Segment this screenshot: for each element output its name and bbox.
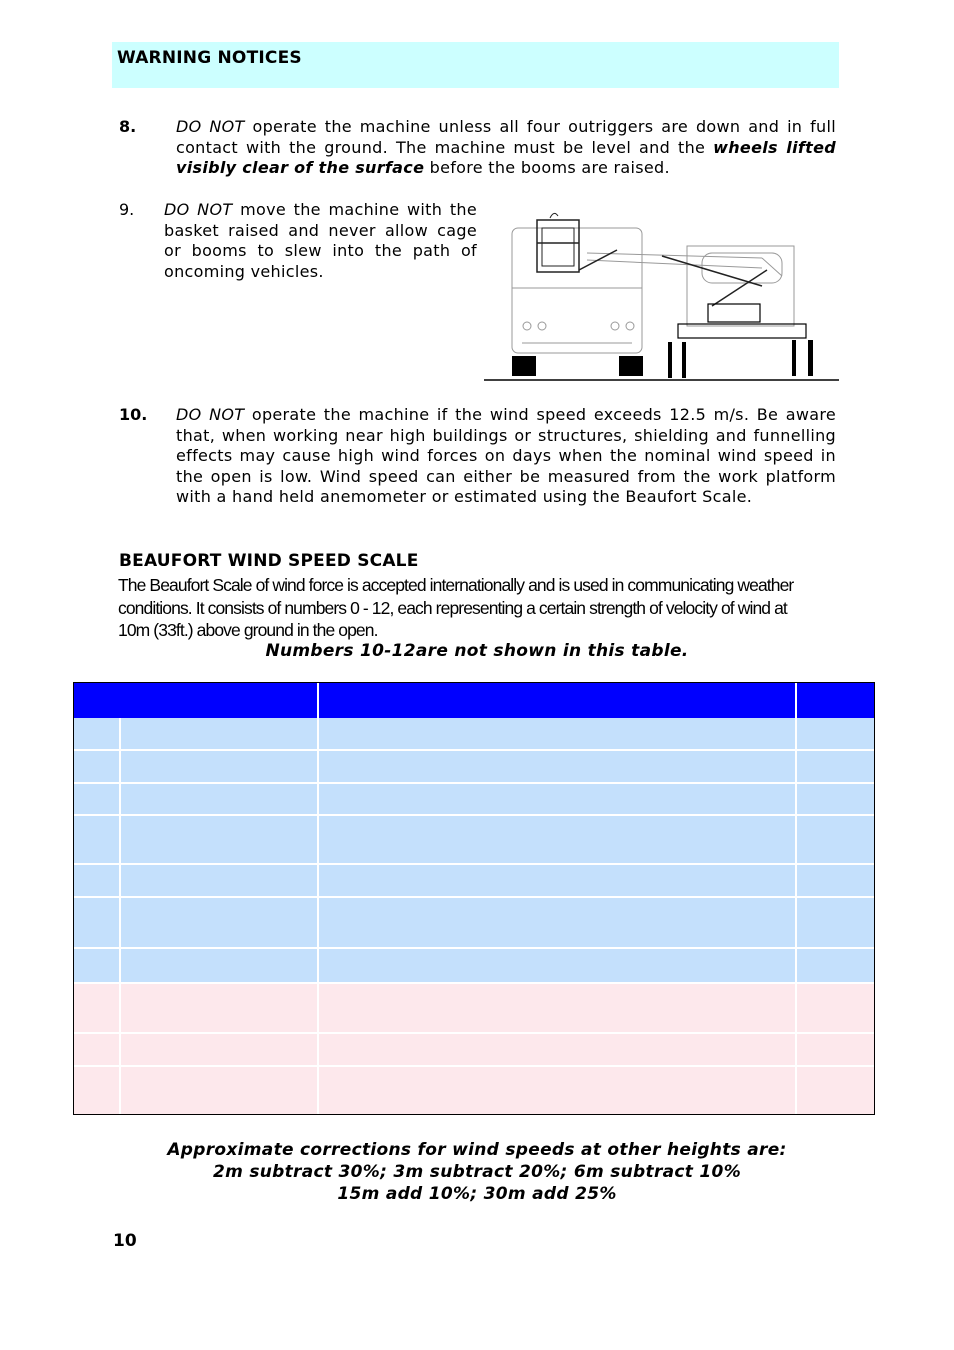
do-not-label: DO NOT bbox=[164, 200, 233, 219]
item-text: move the machine with the basket raised and never allow cage or booms to slew into the path of oncoming vehicles. bbox=[164, 200, 478, 281]
do-not-label: DO NOT bbox=[176, 117, 245, 136]
section-intro: The Beaufort Scale of wind force is accepted internationally and is used in communicating weather conditions. It consists of numbers 0 - 12, each representing a certain strength of velocity of wind at 10m (33ft.) above ground in the open. bbox=[118, 575, 794, 640]
table-row bbox=[74, 816, 874, 863]
page-title: WARNING NOTICES bbox=[117, 48, 302, 68]
corrections-line: Approximate corrections for wind speeds at other heights are: bbox=[167, 1140, 787, 1160]
section-heading: BEAUFORT WIND SPEED SCALE bbox=[119, 551, 419, 571]
corrections-line: 2m subtract 30%; 3m subtract 20%; 6m subtract 10% bbox=[212, 1162, 742, 1182]
item-text: operate the machine if the wind speed exceeds 12.5 m/s. Be aware that, when working near high buildings or structures, shielding and funnelling effects may cause high wind forces on days when the nominal wind speed in the open is low. Wind speed can either be measured from the work platform with a hand held anemometer or estimated using the Beaufort Scale. bbox=[176, 405, 837, 506]
table-row bbox=[74, 1067, 874, 1115]
beaufort-table bbox=[73, 682, 875, 1115]
table-row bbox=[74, 949, 874, 982]
table-row bbox=[74, 751, 874, 782]
aerial-platform-illustration bbox=[482, 198, 842, 384]
item-number: 9. bbox=[119, 200, 135, 219]
table-column-divider bbox=[795, 683, 797, 1114]
table-row bbox=[74, 865, 874, 896]
table-note: Numbers 10-12are not shown in this table. bbox=[265, 641, 689, 661]
table-header-row bbox=[74, 683, 874, 718]
table-row bbox=[74, 898, 874, 947]
table-column-divider bbox=[317, 683, 319, 1114]
item-number: 8. bbox=[119, 117, 137, 136]
warning-item-9 bbox=[164, 200, 477, 282]
warning-item-8 bbox=[176, 117, 836, 179]
emphasis-text: wheels lifted visibly clear of the surface bbox=[176, 137, 836, 177]
table-row bbox=[74, 784, 874, 814]
item-text: before the booms are raised. bbox=[424, 158, 670, 177]
corrections-line: 15m add 10%; 30m add 25% bbox=[337, 1184, 617, 1204]
item-number: 10. bbox=[119, 405, 148, 424]
table-row bbox=[74, 984, 874, 1032]
table-row bbox=[74, 718, 874, 749]
do-not-label: DO NOT bbox=[176, 405, 245, 424]
table-row bbox=[74, 1034, 874, 1065]
table-column-divider bbox=[119, 718, 121, 1114]
page-number: 10 bbox=[113, 1231, 137, 1251]
warning-item-10 bbox=[176, 405, 836, 508]
item-text: operate the machine unless all four outriggers are down and in full contact with the ground. The machine must be level and the bbox=[176, 117, 836, 157]
